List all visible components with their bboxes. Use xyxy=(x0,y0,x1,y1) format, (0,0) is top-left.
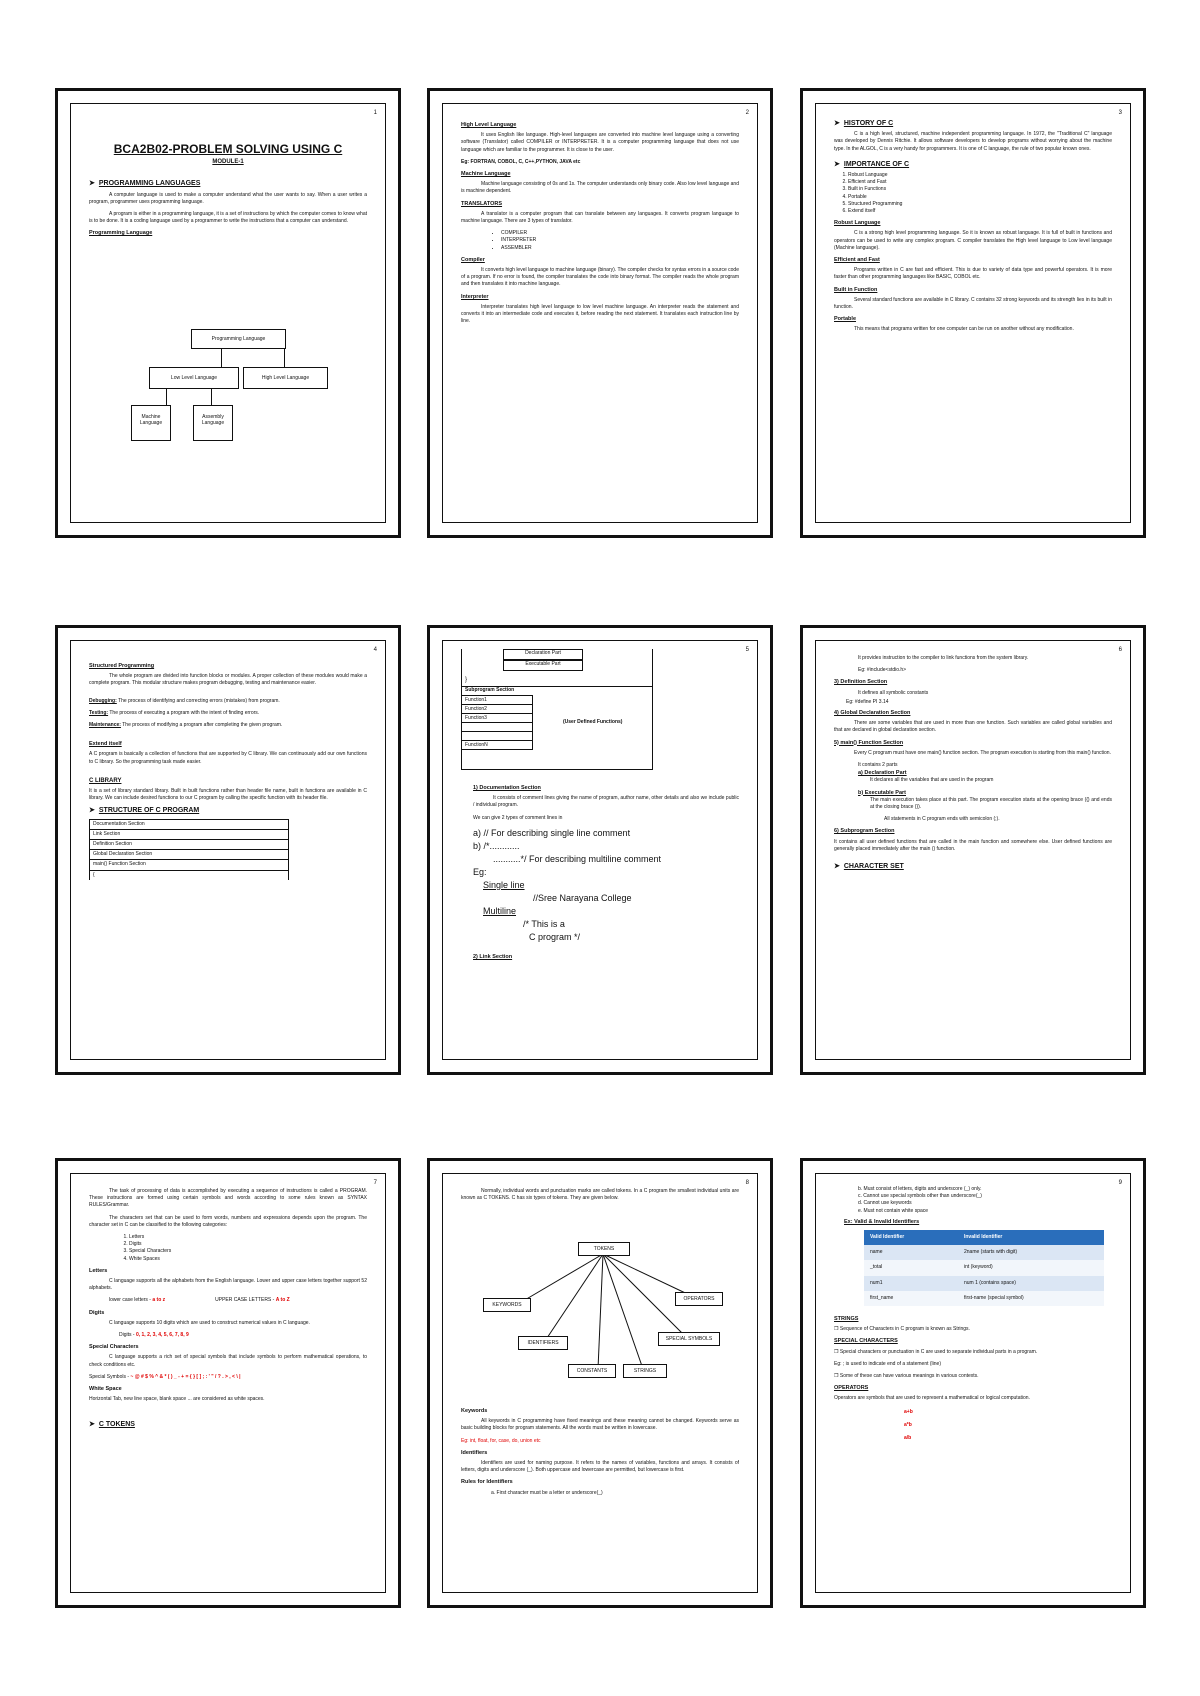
list-item: 2. Digits xyxy=(129,1241,367,1248)
paragraph: Several standard functions are available in C library. C contains 32 strong keywords and its strength lies in its built in function. xyxy=(834,296,1112,311)
rule: c. Cannot use special symbols other than underscore(_) xyxy=(858,1193,982,1200)
paragraph: A program is either in a programming language, it is a set of instructions by which the computer comes to know what is to be done. It is a coding language used by a programmer to write the instructions that a computer can understand. xyxy=(89,211,367,225)
page-6 xyxy=(800,625,1146,1075)
paragraph: Every C program must have one main() function section. The program execution is starting from this main() function. xyxy=(854,749,1111,756)
page-border xyxy=(815,103,1131,523)
list-item: 3. Special Characters xyxy=(129,1248,367,1255)
operator-example: a/b xyxy=(904,1435,912,1442)
page-number: 5 xyxy=(745,647,749,653)
rule: d. Cannot use keywords xyxy=(858,1200,912,1207)
page-7 xyxy=(55,1158,401,1608)
page-8 xyxy=(427,1158,773,1608)
page-border xyxy=(70,1173,386,1593)
table-row xyxy=(864,1276,1104,1291)
list-item: • COMPILER xyxy=(501,230,739,237)
table-cell: _total xyxy=(864,1260,958,1275)
list-item: • INTERPRETER xyxy=(501,237,739,244)
paragraph-text: Special characters or punctuation in C are used to separate individual parts in a program. xyxy=(839,1348,1038,1355)
bullet-icon: ❒ xyxy=(834,1326,840,1333)
page-3 xyxy=(800,88,1146,538)
section-heading: White Space xyxy=(89,1386,122,1393)
list-item: 4. White Spaces xyxy=(129,1256,367,1263)
special-value: ~ @ # $ % ^ & * ( ) _ - + = { } [ ] ; : ' " / ? . > , < \ | xyxy=(130,1373,241,1380)
token-node-special: SPECIAL SYMBOLS xyxy=(658,1332,720,1346)
page-4 xyxy=(55,625,401,1075)
section-heading: Special Characters xyxy=(89,1344,139,1351)
multiline-example-1: /* This is a xyxy=(523,918,565,929)
term-text: The process of modifying a program after completing the given program. xyxy=(120,722,283,729)
upper-value: A to Z xyxy=(275,1297,290,1304)
table-cell: Link Section xyxy=(90,829,289,839)
special-label: Special Symbols - xyxy=(89,1373,130,1380)
section-heading: High Level Language xyxy=(461,122,517,128)
multiline-label: Multiline xyxy=(483,905,517,916)
list-item: 4. Portable xyxy=(848,194,1112,201)
diagram-node-machine: Machine Language xyxy=(131,405,171,441)
paragraph: It consists of comment lines giving the name of program, author name, other details and also we include public / individual program. xyxy=(473,795,739,809)
paragraph xyxy=(834,1326,1112,1333)
paragraph: C language supports 10 digits which are used to construct numerical values in C language. xyxy=(109,1319,310,1326)
section-heading: 4) Global Declaration Section xyxy=(834,710,911,717)
page-border xyxy=(442,640,758,1060)
paragraph xyxy=(834,1373,1112,1380)
list-item: 1. Robust Language xyxy=(848,172,1112,179)
page-number: 1 xyxy=(373,110,377,116)
document-title: BCA2B02-PROBLEM SOLVING USING C xyxy=(113,142,343,156)
digits-line xyxy=(89,1332,367,1339)
paragraph: It converts high level language to machine language (binary). The compiler checks for syntax errors in a source code of a program. If no error is found, the compiler translates the code into binary format. The compiler reads the whole program and then translates it into machine language. xyxy=(461,267,739,288)
section-heading: 3) Definition Section xyxy=(834,679,888,686)
section-heading: Compiler xyxy=(461,256,485,263)
section-heading: Portable xyxy=(834,316,857,323)
lower-value: a to z xyxy=(152,1297,166,1304)
operator-example: a+b xyxy=(904,1408,913,1415)
section-heading: Built in Function xyxy=(834,286,878,293)
diagram-node-high-level: High Level Language xyxy=(243,367,328,389)
table-row xyxy=(864,1260,1104,1275)
bullet-icon: ❒ xyxy=(834,1348,840,1355)
table-cell: Function3 xyxy=(462,714,533,723)
section-heading: 1) Documentation Section xyxy=(473,785,541,791)
list-item: • ASSEMBLER xyxy=(501,245,739,252)
table-cell: 2name (starts with digit) xyxy=(958,1245,1104,1260)
section-heading: Identifiers xyxy=(461,1449,488,1456)
paragraph: The whole program are divided into function blocks or modules. A proper collection of these modules would make a complete program. This modular structure makes program debugging, testing and maintenance easier. xyxy=(89,673,367,687)
token-node-keywords: KEYWORDS xyxy=(483,1298,531,1312)
token-node-constants: CONSTANTS xyxy=(568,1364,616,1378)
page-border xyxy=(70,640,386,1060)
example xyxy=(461,1438,739,1445)
comment-single: a) // For describing single line comment xyxy=(473,827,631,838)
page-border xyxy=(442,1173,758,1593)
section-heading: STRINGS xyxy=(834,1316,859,1323)
term-label: Testing: xyxy=(89,709,109,716)
section-heading: ➤ IMPORTANCE OF C xyxy=(834,161,1112,168)
table-cell: Function1 xyxy=(462,696,533,705)
table-cell: Function2 xyxy=(462,705,533,714)
section-heading: Machine Language xyxy=(461,171,511,178)
rule: e. Must not contain white space xyxy=(858,1207,929,1214)
table-cell: first_name xyxy=(864,1291,958,1306)
section-heading: ➤ C TOKENS xyxy=(89,1421,367,1428)
diagram-node-programming-language: Programming Language xyxy=(191,329,286,349)
paragraph: Operators are symbols that are used to represent a mathematical or logical computation. xyxy=(834,1395,1030,1402)
page-number: 4 xyxy=(373,647,377,653)
section-heading: TRANSLATORS xyxy=(461,200,503,207)
paragraph: C is a high level, structured, machine independent programming language. In 1972, the "Traditional C" language was developed by Dennis Ritchie. It allows software developers to develop programs without worrying about the machine type. In the ALGOL, C is a very handy for programmers. It is one of C language, the rule of two popular known ones. xyxy=(834,131,1112,152)
token-node-identifiers: IDENTIFIERS xyxy=(518,1336,568,1350)
table-cell: first-name (special symbol) xyxy=(958,1291,1104,1306)
section-heading: SPECIAL CHARACTERS xyxy=(834,1338,898,1345)
section-heading: ➤ STRUCTURE OF C PROGRAM xyxy=(89,807,367,814)
structure-table xyxy=(89,819,289,880)
list-item: 5. Structured Programming xyxy=(848,201,1112,208)
section-heading: ➤ HISTORY OF C xyxy=(834,120,1112,127)
paragraph: Programs written in C are fast and efficient. This is due to variety of data type and powerful operators. It is more faster than other programming languages like BASIC, COBOL etc. xyxy=(834,267,1112,281)
paragraph: It declares all the variables that are used in the program xyxy=(870,777,994,784)
page-number: 2 xyxy=(745,110,749,116)
table-cell: num 1 (contains space) xyxy=(958,1276,1104,1291)
single-line-example: //Sree Narayana College xyxy=(533,892,632,903)
user-defined-label: (User Defined Functions) xyxy=(563,719,623,725)
page-border xyxy=(815,1173,1131,1593)
paragraph: The characters set that can be used to form words, numbers and expressions depends upon the program. The character set in C can be classified to the following categories: xyxy=(89,1214,367,1228)
bullet-icon: ❒ xyxy=(834,1373,840,1380)
table-header: Valid Identifier xyxy=(864,1230,958,1245)
section-heading: Robust Language xyxy=(834,220,881,227)
definition xyxy=(89,722,367,729)
diagram-node-low-level: Low Level Language xyxy=(149,367,239,389)
page-9 xyxy=(800,1158,1146,1608)
lower-label: lower case letters - xyxy=(109,1297,151,1304)
page-number: 9 xyxy=(1118,1180,1122,1186)
table-cell: num1 xyxy=(864,1276,958,1291)
paragraph: It contains all user defined functions that are called in the main function and somewhere else. User defined functions are generally placed immediately after the main () function. xyxy=(834,838,1112,852)
paragraph: C is a strong high level programming language. So it is known as robust language. It is full of built in functions and operators can be used to write any complex program. C compiler translates the High level language to Low level language (Machine language). xyxy=(834,230,1112,251)
paragraph: We can give 2 types of comment lines in xyxy=(473,814,563,821)
definition xyxy=(89,698,367,705)
paragraph: This means that programs written for one computer can be run on another without any modification. xyxy=(854,326,1074,333)
section-heading: Keywords xyxy=(461,1408,488,1414)
structure-row: Executable Part xyxy=(503,660,583,671)
paragraph-text: Sequence of Characters in C program is known as Strings. xyxy=(839,1326,970,1333)
page-number: 7 xyxy=(373,1180,377,1186)
section-heading: ➤ PROGRAMMING LANGUAGES xyxy=(89,180,367,187)
section-heading: 5) main() Function Section xyxy=(834,739,904,746)
digits-label: Digits - xyxy=(119,1332,135,1339)
section-heading: Ex: Valid & Invalid Identifiers xyxy=(844,1218,920,1225)
paragraph: Identifiers are used for naming purpose. It refers to the names of variables, functions and arrays. It consists of letters, digits and underscore (_). Both uppercase and lowercase are permitted, but lowercase is first. xyxy=(461,1460,739,1474)
paragraph: C language supports a rich set of special symbols that include symbols to perform mathematical operations, to check conditions etc. xyxy=(89,1354,367,1368)
section-heading: Extend itself xyxy=(89,741,122,748)
section-heading: Programming Language xyxy=(89,230,153,237)
structure-row: Declaration Part xyxy=(503,649,583,660)
subprogram-table xyxy=(461,695,533,750)
token-node-strings: STRINGS xyxy=(623,1364,667,1378)
table-cell xyxy=(462,732,533,741)
example: Eg: #include<stdio.h> xyxy=(858,667,907,674)
closing-brace: } xyxy=(465,677,468,683)
table-cell: Global Declaration Section xyxy=(90,850,289,860)
page-border xyxy=(815,640,1131,1060)
paragraph: All keywords in C programming have fixed meanings and these meaning cannot be changed. Keywords serve as basic building blocks for program statements. All the words must be written in lowercase. xyxy=(461,1418,739,1432)
section-heading: Interpreter xyxy=(461,293,489,300)
definition xyxy=(89,710,367,717)
table-cell: FunctionN xyxy=(462,741,533,750)
section-heading: Letters xyxy=(89,1267,108,1274)
list-item: 2. Efficient and Fast xyxy=(848,179,1112,186)
example-text: Eg: int, float, for, case, do, union etc xyxy=(461,1437,541,1444)
paragraph: It contains 2 parts xyxy=(858,762,898,769)
digits-value: 0, 1, 2, 3, 4, 5, 6, 7, 8, 9 xyxy=(135,1332,189,1339)
section-heading: C LIBRARY xyxy=(89,777,122,784)
page-border xyxy=(442,103,758,523)
term-text: The process of executing a program with the intent of finding errors. xyxy=(108,709,260,716)
comment-multi-start: b) /*............ xyxy=(473,840,520,851)
example: Eg: #define PI 3.14 xyxy=(846,698,889,705)
list-item: 1. Letters xyxy=(129,1234,367,1241)
sub-heading: b) Executable Part xyxy=(858,789,906,796)
paragraph: There are some variables that are used in more than one function. Such variables are called global variables and that are declared in global declaration section. xyxy=(834,720,1112,734)
page-number: 6 xyxy=(1118,647,1122,653)
paragraph: The main execution takes place at this part. The program execution starts at the opening brace ({) and ends at the closing brace (}). xyxy=(870,796,1112,811)
paragraph: A translator is a computer program that can translate between any languages. It converts program language to machine language. There are 3 types of translator. xyxy=(461,210,739,225)
term-label: Debugging: xyxy=(89,697,117,704)
subprogram-header: Subprogram Section xyxy=(465,687,515,693)
charset-list xyxy=(129,1234,367,1263)
section-heading: 2) Link Section xyxy=(473,953,513,960)
comment-multi-end: ...........*/ For describing multiline comment xyxy=(493,853,662,864)
section-heading: 6) Subprogram Section xyxy=(834,828,895,835)
table-cell xyxy=(462,723,533,732)
sub-heading: a) Declaration Part xyxy=(858,770,907,777)
table-cell: Documentation Section xyxy=(90,819,289,829)
diagram-node-assembly: Assembly Language xyxy=(193,405,233,441)
paragraph: All statements in C program ends with semicolon (;). xyxy=(884,816,1000,823)
special-line xyxy=(89,1374,367,1381)
paragraph: Machine language consisting of 0s and 1s. The computer understands only binary code. Also low level language and is machine dependent. xyxy=(461,181,739,195)
multiline-example-2: C program */ xyxy=(529,931,581,942)
module-label: MODULE-1 xyxy=(212,159,244,166)
rule: a. First character must be a letter or underscore(_) xyxy=(491,1489,603,1496)
list-item: 6. Extend itself xyxy=(848,208,1112,215)
paragraph: It defines all symbolic constants xyxy=(858,689,929,696)
paragraph: C language supports all the alphabets from the English language. Lower and upper case letters together support 52 alphabets. xyxy=(89,1278,367,1292)
identifier-table xyxy=(864,1230,1104,1306)
single-line-label: Single line xyxy=(483,879,525,890)
table-cell: int (keyword) xyxy=(958,1260,1104,1275)
example-label: Eg: xyxy=(473,866,487,877)
importance-list xyxy=(848,172,1112,215)
section-heading: OPERATORS xyxy=(834,1385,869,1392)
section-heading: Efficient and Fast xyxy=(834,257,880,264)
paragraph: It provides instruction to the compiler to link functions from the system library. xyxy=(858,655,1029,661)
translator-list xyxy=(501,230,739,252)
paragraph: It uses English like language. High-level languages are converted into machine level language using a converting software (Translator) called COMPILER or INTERPRETER. It is a computer programming language that does not use language which are familiar to the programmer. It is close to the user. xyxy=(461,132,739,153)
rule: b. Must consist of letters, digits and underscore (_) only. xyxy=(858,1186,982,1192)
example: Eg: FORTRAN, COBOL, C, C++,PYTHON, JAVA etc xyxy=(461,158,581,165)
term-label: Maintenance: xyxy=(89,722,121,729)
list-item: 3. Built in Functions xyxy=(848,186,1112,193)
section-heading: Structured Programming xyxy=(89,663,155,669)
token-node-operators: OPERATORS xyxy=(675,1292,723,1306)
page-border xyxy=(70,103,386,523)
table-row xyxy=(864,1291,1104,1306)
paragraph: It is a set of library standard library. Built in built functions rather than header file name, built in functions are available in C library. We can include desired functions to our C program by calling the specific function with its header file. xyxy=(89,788,367,802)
table-cell: { xyxy=(90,870,289,880)
page-5 xyxy=(427,625,773,1075)
token-node-center: TOKENS xyxy=(578,1242,630,1256)
page-1 xyxy=(55,88,401,538)
page-number: 8 xyxy=(745,1180,749,1186)
paragraph: Interpreter translates high level language to low level machine language. An interpreter reads the statement and converts it into an intermediate code and executes it, before reading the next statement. It translates each instruction line by line. xyxy=(461,303,739,325)
page-number: 3 xyxy=(1118,110,1122,116)
paragraph: A C program is basically a collection of functions that are supported by C library. We can continuously add our own functions to C library. So the programming task made easier. xyxy=(89,751,367,765)
table-cell: main() Function Section xyxy=(90,860,289,870)
paragraph: A computer language is used to make a computer understand what the user wants to say. When a user writes a program, programmer uses programming language. xyxy=(89,191,367,205)
table-header: Invalid Identifier xyxy=(958,1230,1104,1245)
letters-line xyxy=(89,1297,367,1304)
paragraph: Normally, individual words and punctuation marks are called tokens. In a C program the smallest individual units are known as C TOKENS. C has six types of tokens. They are given below. xyxy=(461,1188,739,1202)
paragraph: Eg: ; is used to indicate end of a statement (line) xyxy=(834,1360,942,1367)
upper-label: UPPER CASE LETTERS - xyxy=(215,1297,275,1304)
table-cell: name xyxy=(864,1245,958,1260)
term-text: The process of identifying and correcting errors (mistakes) from program. xyxy=(116,697,280,704)
page-2 xyxy=(427,88,773,538)
operator-example: a*b xyxy=(904,1421,912,1428)
section-heading: Rules for Identifiers xyxy=(461,1479,513,1486)
paragraph xyxy=(834,1349,1112,1356)
table-cell: Definition Section xyxy=(90,840,289,850)
table-row xyxy=(864,1245,1104,1260)
section-heading: Digits xyxy=(89,1309,105,1316)
paragraph: Horizontal Tab, new line space, blank space ... are considered as white spaces. xyxy=(89,1396,265,1403)
section-heading: ➤ CHARACTER SET xyxy=(834,863,1112,870)
paragraph: The task of processing of data is accomplished by executing a sequence of instructions is called a PROGRAM. These instructions are formed using certain symbols and words according to some rules known as SYNTAX RULES/Grammar. xyxy=(89,1188,367,1209)
paragraph-text: Some of these can have various meanings in various contexts. xyxy=(839,1373,979,1380)
